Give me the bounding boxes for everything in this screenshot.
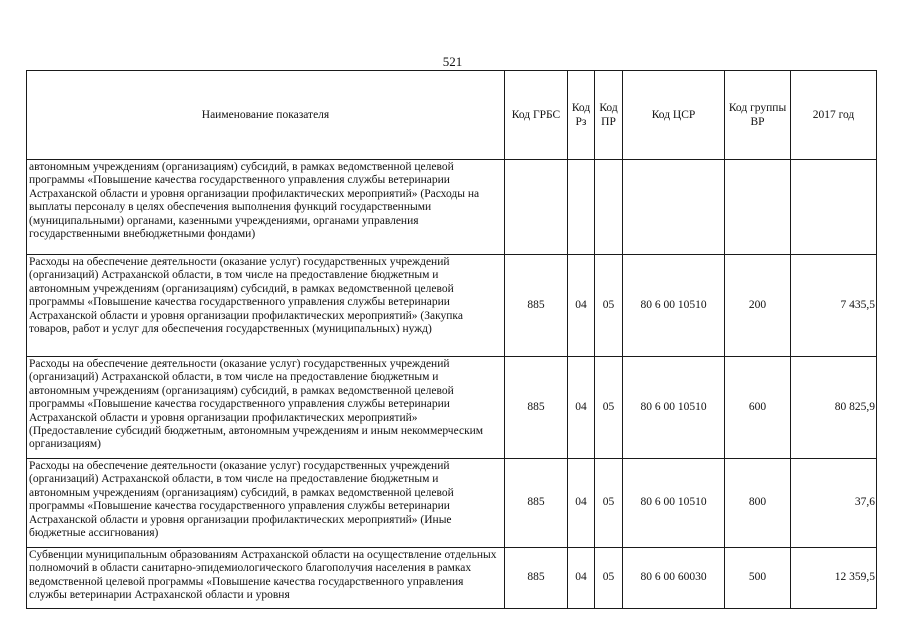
row-vr: 500 bbox=[725, 548, 791, 609]
header-vr: Код группы ВР bbox=[725, 71, 791, 160]
row-rz: 04 bbox=[568, 357, 595, 459]
row-csr: 80 6 00 10510 bbox=[623, 459, 725, 548]
row-name: Расходы на обеспечение деятельности (оказание услуг) государственных учреждений (организаций) Астраханской области, в том числе на предоставление бюджетным и автономным учреждениям (организациям) субсидий, в рамках ведомственной целевой программы «Повышение качества государственного управления службы ветеринарии Астраханской области и уровня организации профилактических мероприятий» (Закупка товаров, работ и услуг для обеспечения государственных (муниципальных) нужд) bbox=[27, 255, 505, 357]
page-number: 521 bbox=[442, 54, 463, 69]
row-csr: 80 6 00 10510 bbox=[623, 255, 725, 357]
row-amount: 12 359,5 bbox=[791, 548, 877, 609]
row-vr bbox=[725, 160, 791, 255]
table-header-row bbox=[27, 71, 877, 160]
table-row bbox=[27, 459, 877, 548]
row-vr: 800 bbox=[725, 459, 791, 548]
row-pr: 05 bbox=[595, 459, 623, 548]
row-amount: 80 825,9 bbox=[791, 357, 877, 459]
row-name: Субвенции муниципальным образованиям Астраханской области на осуществление отдельных полномочий в области санитарно-эпидемиологического благополучия населения в рамках ведомственной целевой программы «Повышение качества государственного управления службы ветеринарии Астраханской области и уровня bbox=[27, 548, 505, 609]
row-csr bbox=[623, 160, 725, 255]
row-grbs bbox=[505, 160, 568, 255]
row-grbs: 885 bbox=[505, 255, 568, 357]
row-pr: 05 bbox=[595, 357, 623, 459]
row-pr bbox=[595, 160, 623, 255]
table-row bbox=[27, 357, 877, 459]
table-row bbox=[27, 548, 877, 609]
budget-table bbox=[26, 70, 877, 609]
header-pr: Код ПР bbox=[595, 71, 623, 160]
row-grbs: 885 bbox=[505, 459, 568, 548]
row-pr: 05 bbox=[595, 255, 623, 357]
row-rz bbox=[568, 160, 595, 255]
row-amount bbox=[791, 160, 877, 255]
table-row bbox=[27, 160, 877, 255]
row-name: Расходы на обеспечение деятельности (оказание услуг) государственных учреждений (организаций) Астраханской области, в том числе на предоставление бюджетным и автономным учреждениям (организациям) субсидий, в рамках ведомственной целевой программы «Повышение качества государственного управления службы ветеринарии Астраханской области и уровня организации профилактических мероприятий» (Предоставление субсидий бюджетным, автономным учреждениям и иным некоммерческим организациям) bbox=[27, 357, 505, 459]
header-rz: Код Рз bbox=[568, 71, 595, 160]
header-grbs: Код ГРБС bbox=[505, 71, 568, 160]
header-csr: Код ЦСР bbox=[623, 71, 725, 160]
row-grbs: 885 bbox=[505, 357, 568, 459]
row-grbs: 885 bbox=[505, 548, 568, 609]
row-amount: 37,6 bbox=[791, 459, 877, 548]
row-name: автономным учреждениям (организациям) субсидий, в рамках ведомственной целевой программы «Повышение качества государственного управления службы ветеринарии Астраханской области и уровня организации профилактических мероприятий» (Расходы на выплаты персоналу в целях обеспечения выполнения функций государственными (муниципальными) органами, казенными учреждениями, органами управления государственными внебюджетными фондами) bbox=[27, 160, 505, 255]
row-vr: 200 bbox=[725, 255, 791, 357]
row-csr: 80 6 00 10510 bbox=[623, 357, 725, 459]
row-csr: 80 6 00 60030 bbox=[623, 548, 725, 609]
row-pr: 05 bbox=[595, 548, 623, 609]
row-rz: 04 bbox=[568, 548, 595, 609]
row-vr: 600 bbox=[725, 357, 791, 459]
row-rz: 04 bbox=[568, 459, 595, 548]
row-rz: 04 bbox=[568, 255, 595, 357]
row-name: Расходы на обеспечение деятельности (оказание услуг) государственных учреждений (организаций) Астраханской области, в том числе на предоставление бюджетным и автономным учреждениям (организациям) субсидий, в рамках ведомственной целевой программы «Повышение качества государственного управления службы ветеринарии Астраханской области и уровня организации профилактических мероприятий» (Иные бюджетные ассигнования) bbox=[27, 459, 505, 548]
row-amount: 7 435,5 bbox=[791, 255, 877, 357]
table-row bbox=[27, 255, 877, 357]
header-year: 2017 год bbox=[791, 71, 877, 160]
header-name: Наименование показателя bbox=[27, 71, 505, 160]
